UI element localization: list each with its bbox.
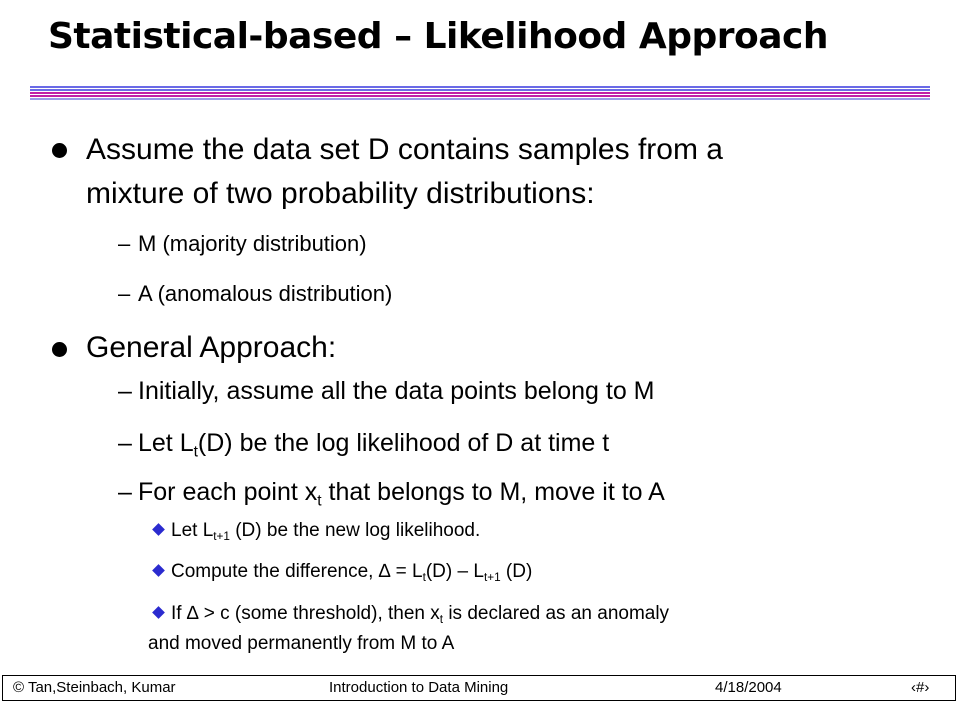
step-initially: – Initially, assume all the data points belong to M <box>118 377 655 405</box>
footer-page-number: ‹#› <box>911 679 930 696</box>
sub-step-difference: Compute the difference, ∆ = $L_t(D) - L_{t+1}$ (D) <box>152 561 532 583</box>
step-log-likelihood: – Let $L_t(D)$ be the log likelihood of D at time t <box>118 429 610 461</box>
diamond-bullet-icon <box>152 524 165 537</box>
diamond-bullet-icon <box>152 565 165 578</box>
sub-step-threshold-line-2: and moved permanently from M to A <box>148 633 455 654</box>
diamond-bullet-icon <box>152 607 165 620</box>
bullet-1-line-1: Assume the data set D contains samples from a <box>86 133 723 166</box>
slide-title: Statistical-based – Likelihood Approach <box>48 16 829 57</box>
title-divider <box>30 86 930 101</box>
bullet-1-line-2: mixture of two probability distributions: <box>86 177 595 210</box>
bullet-dot-icon <box>52 143 67 158</box>
footer-course-title: Introduction to Data Mining <box>329 679 509 696</box>
sub-item-majority: – M (majority distribution) <box>118 231 367 256</box>
footer-date: 4/18/2004 <box>715 679 782 696</box>
bullet-2-heading: General Approach: <box>86 331 337 364</box>
sub-step-threshold: If ∆ > c (some threshold), then $x_t$ is declared as an anomaly <box>152 603 669 625</box>
slide-footer <box>2 675 956 701</box>
sub-item-anomalous: – A (anomalous distribution) <box>118 281 393 306</box>
bullet-dot-icon <box>52 342 67 357</box>
footer-authors: © Tan,Steinbach, Kumar <box>13 679 176 696</box>
sub-step-new-likelihood: Let $L_{t+1}$ (D) be the new log likelihood. <box>152 520 480 542</box>
step-for-each-point: – For each point $x_t$ that belongs to M, move it to A <box>118 478 665 510</box>
